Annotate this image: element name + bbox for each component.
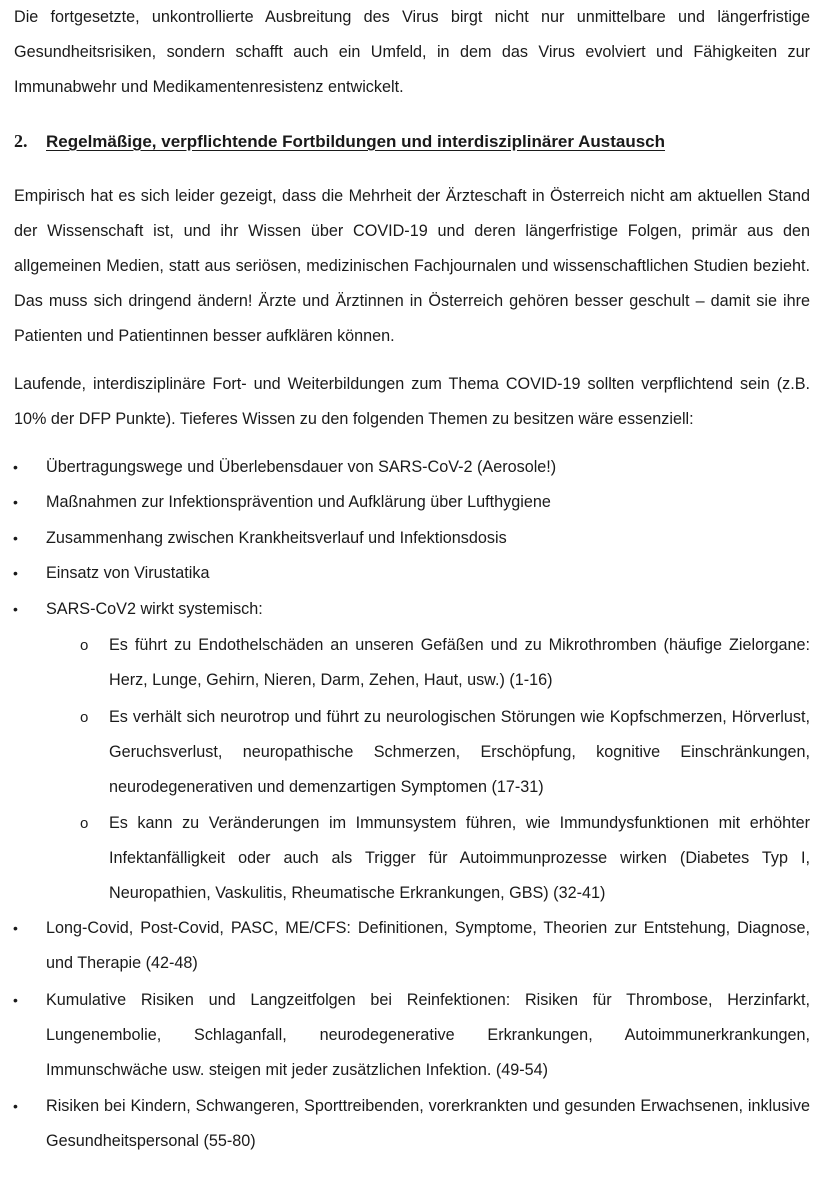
sub-list-item-text: Es verhält sich neurotrop und führt zu neurologischen Störungen wie Kopfschmerzen, Hörverlust, Geruchsverlust, neuropathische Schmerzen, Erschöpfung, kognitive Einschränkungen, neurodegenerativen und demenzartigen Symptomen (17-31) bbox=[109, 708, 810, 796]
bullet-marker: • bbox=[13, 494, 18, 510]
sub-bullet-marker: o bbox=[80, 709, 89, 726]
bullet-marker: • bbox=[13, 920, 18, 936]
intro-paragraph: Die fortgesetzte, unkontrollierte Ausbreitung des Virus birgt nicht nur unmittelbare und längerfristige Gesundheitsrisiken, sondern schafft auch ein Umfeld, in dem das Virus evolviert und Fähigkeiten zur Immunabwehr und Medikamentenresistenz entwickelt. bbox=[14, 8, 810, 96]
list-item-text: SARS-CoV2 wirkt systemisch: bbox=[46, 600, 263, 618]
section-title: Regelmäßige, verpflichtende Fortbildungen und interdisziplinärer Austausch bbox=[46, 132, 666, 151]
list-item-text: Maßnahmen zur Infektionsprävention und Aufklärung über Lufthygiene bbox=[46, 493, 551, 511]
paragraph-empirisch: Empirisch hat es sich leider gezeigt, dass die Mehrheit der Ärzteschaft in Österreich nicht am aktuellen Stand der Wissenschaft ist, und ihr Wissen über COVID-19 und deren längerfristige Folgen, primär aus den allgemeinen Medien, statt aus seriösen, medizinischen Fachjournalen und wissenschaftlichen Studien bezieht. Das muss sich dringend ändern! Ärzte und Ärztinnen in Österreich gehören besser geschult – damit sie ihre Patienten und Patientinnen besser aufklären können. bbox=[14, 187, 810, 345]
paragraph-laufende: Laufende, interdisziplinäre Fort- und Weiterbildungen zum Thema COVID-19 sollten verpflichtend sein (z.B. 10% der DFP Punkte). Tieferes Wissen zu den folgenden Themen zu besitzen wäre essenziell: bbox=[14, 375, 810, 428]
list-item-text: Übertragungswege und Überlebensdauer von SARS-CoV-2 (Aerosole!) bbox=[46, 458, 557, 476]
bullet-marker: • bbox=[13, 601, 18, 617]
sub-list-item-text: Es führt zu Endothelschäden an unseren Gefäßen und zu Mikrothromben (häufige Zielorgane: Herz, Lunge, Gehirn, Nieren, Darm, Zehen, Haut, usw.) (1-16) bbox=[109, 636, 810, 689]
list-item-text: Zusammenhang zwischen Krankheitsverlauf und Infektionsdosis bbox=[46, 529, 507, 547]
bullet-marker: • bbox=[13, 565, 18, 581]
bullet-marker: • bbox=[13, 530, 18, 546]
section-heading bbox=[14, 124, 665, 159]
bullet-marker: • bbox=[13, 992, 18, 1008]
list-item-text: Risiken bei Kindern, Schwangeren, Sporttreibenden, vorerkrankten und gesunden Erwachsenen, inklusive Gesundheitspersonal (55-80) bbox=[46, 1097, 810, 1150]
bullet-marker: • bbox=[13, 459, 18, 475]
bullet-marker: • bbox=[13, 1098, 18, 1114]
list-item-text: Kumulative Risiken und Langzeitfolgen bei Reinfektionen: Risiken für Thrombose, Herzinfarkt, Lungenembolie, Schlaganfall, neurodegenerative Erkrankungen, Autoimmunerkrankungen, Immunschwäche usw. steigen mit jeder zusätzlichen Infektion. (49-54) bbox=[46, 991, 810, 1079]
sub-bullet-marker: o bbox=[80, 815, 89, 832]
sub-list-item-text: Es kann zu Veränderungen im Immunsystem führen, wie Immundysfunktionen mit erhöhter Infektanfälligkeit oder auch als Trigger für Autoimmunprozesse wirken (Diabetes Typ I, Neuropathien, Vaskulitis, Rheumatische Erkrankungen, GBS) (32-41) bbox=[109, 814, 810, 902]
section-number: 2. bbox=[14, 131, 28, 151]
list-item-text: Einsatz von Virustatika bbox=[46, 564, 210, 582]
sub-bullet-marker: o bbox=[80, 637, 89, 654]
list-item-text: Long-Covid, Post-Covid, PASC, ME/CFS: Definitionen, Symptome, Theorien zur Entstehung, Diagnose, und Therapie (42-48) bbox=[46, 919, 810, 972]
